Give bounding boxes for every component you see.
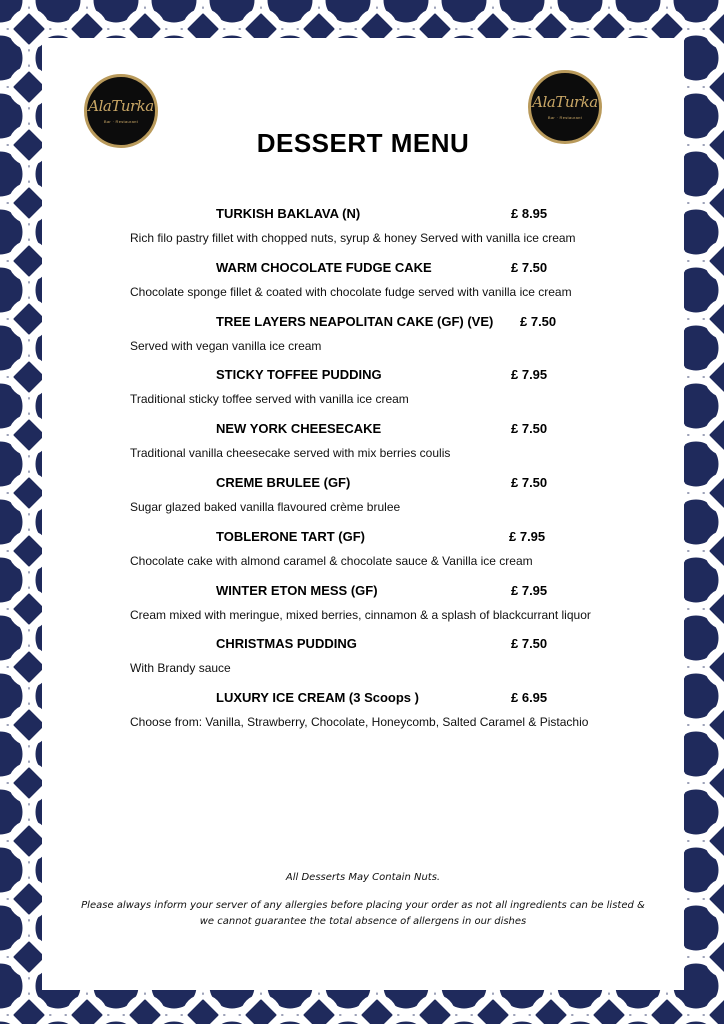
- item-description: Chocolate sponge fillet & coated with chocolate fudge served with vanilla ice cream: [130, 284, 572, 299]
- menu-item: [130, 417, 670, 471]
- item-description: Chocolate cake with almond caramel & chocolate sauce & Vanilla ice cream: [130, 553, 533, 568]
- item-price: £ 7.50: [511, 474, 548, 490]
- item-price: £ 7.95: [509, 528, 546, 544]
- item-price: £ 7.50: [511, 421, 548, 437]
- menu-page: [42, 38, 684, 990]
- item-price: £ 7.50: [511, 636, 548, 652]
- item-name: CREME BRULEE (GF): [216, 474, 351, 490]
- menu-item: [130, 310, 670, 364]
- logo-name: AlaTurka: [88, 96, 154, 115]
- item-name: TREE LAYERS NEAPOLITAN CAKE (GF) (VE): [216, 313, 494, 329]
- allergy-notice-line: we cannot guarantee the total absence of allergens in our dishes: [199, 916, 527, 927]
- page-title: DESSERT MENU: [256, 128, 470, 158]
- item-name: STICKY TOFFEE PUDDING: [216, 367, 382, 383]
- item-price: £ 7.50: [511, 259, 548, 275]
- item-description: Traditional vanilla cheesecake served with mix berries coulis: [130, 446, 451, 461]
- nuts-notice: All Desserts May Contain Nuts.: [285, 872, 441, 883]
- item-description: Served with vegan vanilla ice cream: [130, 338, 322, 353]
- menu-item: [130, 471, 670, 525]
- menu-item: [130, 256, 670, 310]
- item-price: £ 8.95: [511, 206, 548, 221]
- item-name: NEW YORK CHEESECAKE: [216, 421, 382, 437]
- item-description: With Brandy sauce: [130, 661, 231, 676]
- logo-subtitle: Bar · Restaurant: [547, 114, 583, 120]
- menu-item: [130, 363, 670, 417]
- item-name: TOBLERONE TART (GF): [216, 528, 366, 544]
- item-name: CHRISTMAS PUDDING: [216, 636, 357, 652]
- logo-subtitle: Bar · Restaurant: [103, 118, 139, 124]
- item-price: £ 6.95: [511, 690, 548, 706]
- item-description: Cream mixed with meringue, mixed berries, cinnamon & a splash of blackcurrant liquor: [130, 607, 591, 622]
- allergy-notice: [52, 898, 674, 930]
- allergy-notice-line: Please always inform your server of any allergies before placing your order as not all ingredients can be listed &: [81, 900, 645, 911]
- menu-item: [130, 686, 670, 740]
- logo-name: AlaTurka: [532, 92, 598, 111]
- item-name: WINTER ETON MESS (GF): [216, 582, 378, 598]
- item-name: WARM CHOCOLATE FUDGE CAKE: [216, 259, 432, 275]
- item-price: £ 7.50: [520, 313, 557, 329]
- item-description: Rich filo pastry fillet with chopped nuts, syrup & honey Served with vanilla ice cream: [130, 231, 576, 245]
- item-description: Sugar glazed baked vanilla flavoured crème brulee: [130, 499, 401, 514]
- menu-item: [130, 525, 670, 579]
- item-name: TURKISH BAKLAVA (N): [216, 206, 361, 221]
- item-price: £ 7.95: [511, 367, 548, 383]
- item-description: Choose from: Vanilla, Strawberry, Chocolate, Honeycomb, Salted Caramel & Pistachio: [130, 715, 589, 730]
- dessert-list: [130, 202, 670, 740]
- item-name: LUXURY ICE CREAM (3 Scoops ): [216, 690, 419, 706]
- menu-item: [130, 579, 670, 633]
- item-price: £ 7.95: [511, 582, 548, 598]
- item-description: Traditional sticky toffee served with vanilla ice cream: [130, 392, 409, 407]
- menu-item: [130, 632, 670, 686]
- menu-item: [130, 202, 670, 256]
